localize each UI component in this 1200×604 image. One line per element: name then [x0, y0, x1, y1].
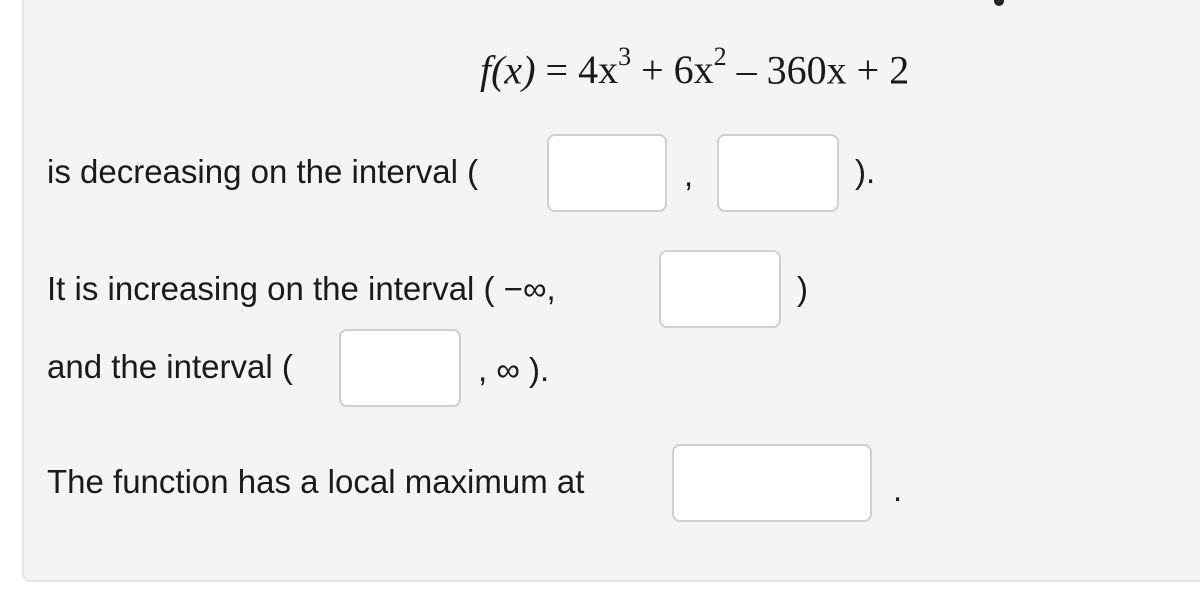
decreasing-start-input[interactable] — [547, 134, 667, 212]
function-equation — [480, 42, 910, 93]
increasing-label: It is increasing on the interval ( −∞, — [47, 270, 556, 307]
equation-equals: = — [545, 47, 569, 93]
equation-term3: 360x — [766, 47, 847, 93]
equation-term2: $6x^2$ — [673, 42, 727, 93]
increasing-end-input[interactable] — [659, 250, 781, 328]
decreasing-label: is decreasing on the interval ( — [47, 153, 479, 190]
equation-plus1: + — [641, 47, 664, 93]
decreasing-comma: , — [684, 156, 694, 193]
equation-plus2: + — [856, 47, 880, 93]
decreasing-end-input[interactable] — [717, 134, 839, 212]
equation-lhs: f(x) — [480, 47, 536, 93]
increasing-close: ) — [797, 270, 808, 307]
second-interval-start-input[interactable] — [339, 329, 461, 407]
second-interval-close: , ∞ ). — [478, 351, 550, 388]
local-maximum-input[interactable] — [672, 444, 872, 522]
equation-term1: $4x^3$ — [578, 42, 632, 93]
equation-term4: 2 — [889, 47, 910, 93]
decreasing-close: ). — [855, 153, 876, 190]
second-interval-label: and the interval ( — [47, 348, 293, 385]
local-maximum-label: The function has a local maximum at — [47, 463, 585, 500]
equation-minus: – — [736, 47, 757, 93]
local-maximum-period: . — [893, 471, 903, 508]
